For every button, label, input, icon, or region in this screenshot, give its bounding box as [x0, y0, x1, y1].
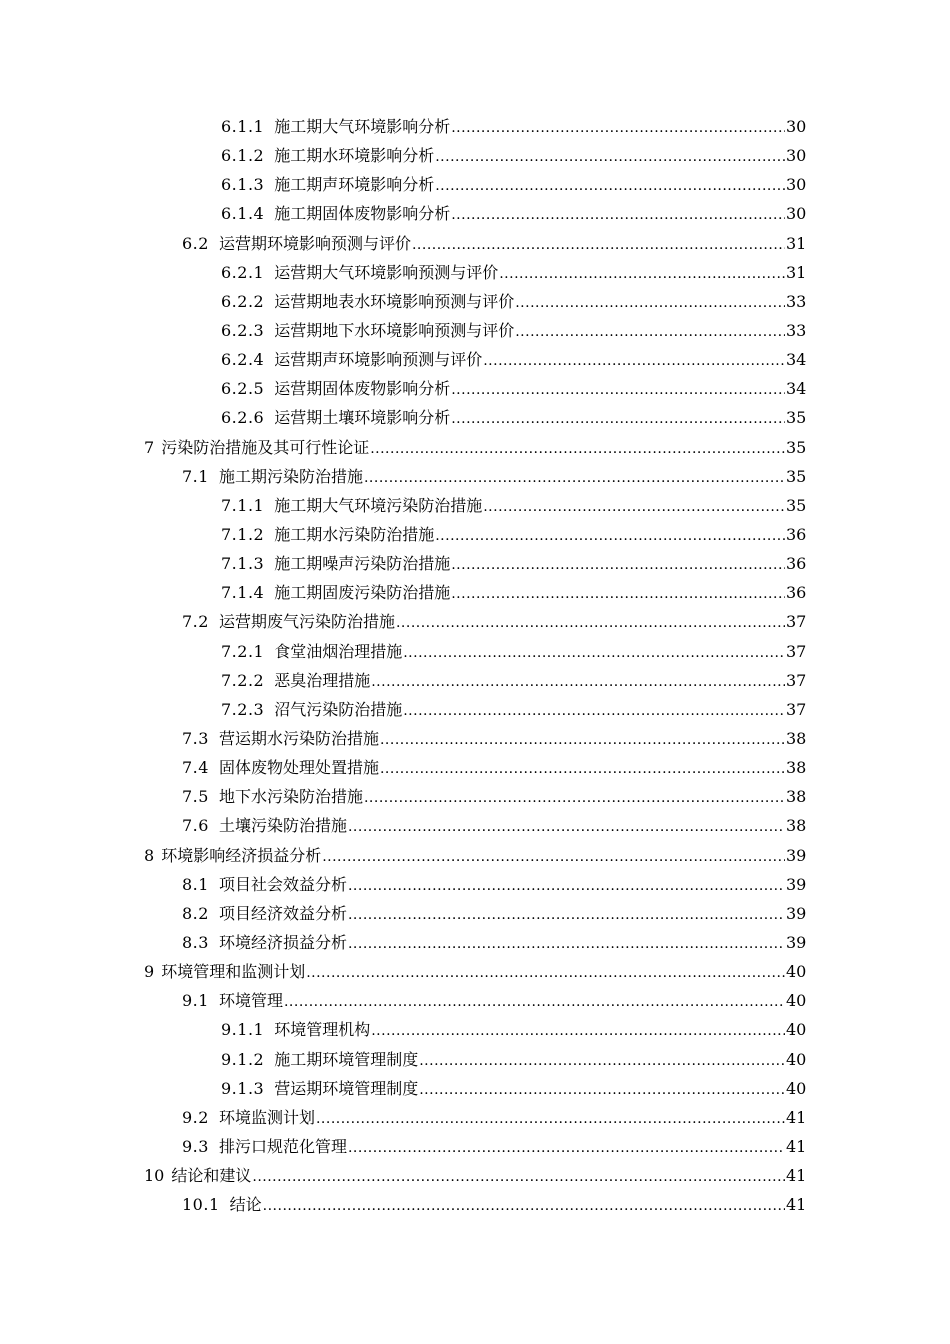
toc-entry-line: [221, 408, 806, 429]
toc-section-title: 运营期土壤环境影响分析: [274, 408, 451, 428]
toc-entry-line: [182, 467, 806, 488]
toc-entry-line: [182, 787, 806, 808]
toc-entry[interactable]: [0, 463, 950, 492]
toc-page-number: 40: [786, 1049, 807, 1069]
toc-page-number: 40: [786, 1020, 807, 1040]
toc-entry[interactable]: [0, 608, 950, 637]
toc-entry[interactable]: [0, 987, 950, 1016]
toc-section-number: 6.1.2: [221, 146, 265, 166]
toc-section-title: 施工期固体废物影响分析: [274, 204, 451, 224]
toc-page-number: 41: [786, 1136, 807, 1156]
toc-page-number: 37: [786, 641, 807, 661]
toc-page-number: 39: [786, 903, 807, 923]
toc-entry-line: [182, 904, 806, 925]
toc-section-number: 6.2: [182, 233, 209, 253]
toc-dot-leader: [263, 1196, 785, 1216]
toc-section-title: 运营期大气环境影响预测与评价: [274, 262, 499, 282]
toc-entry-line: [182, 1137, 806, 1158]
toc-page-number: 41: [786, 1107, 807, 1127]
toc-section-title: 营运期环境管理制度: [274, 1078, 419, 1098]
toc-entry-line: [221, 292, 806, 313]
toc-entry[interactable]: [0, 579, 950, 608]
toc-dot-leader: [419, 1051, 785, 1071]
toc-section-number: 10: [144, 1166, 165, 1186]
toc-page-number: 31: [786, 262, 807, 282]
toc-dot-leader: [435, 147, 785, 167]
toc-section-number: 8.3: [182, 933, 209, 952]
toc-section-number: 7.2.1: [221, 641, 265, 661]
toc-page-number: 33: [786, 321, 807, 341]
toc-dot-leader: [284, 992, 785, 1012]
toc-entry[interactable]: [0, 346, 950, 375]
toc-entry-line: [221, 379, 806, 400]
toc-entry-line: [182, 875, 806, 896]
toc-dot-leader: [451, 380, 785, 400]
toc-dot-leader: [380, 759, 785, 779]
toc-entry[interactable]: [0, 871, 950, 900]
toc-page-number: 38: [786, 787, 807, 807]
toc-page-number: 31: [786, 233, 807, 253]
toc-section-title: 环境管理: [218, 991, 283, 1011]
toc-section-number: 9.1: [182, 991, 209, 1011]
toc-section-number: 9: [144, 962, 155, 982]
toc-section-title: 地下水污染防治措施: [218, 787, 363, 807]
toc-entry[interactable]: [0, 667, 950, 696]
toc-dot-leader: [451, 555, 785, 575]
toc-section-title: 固体废物处理处置措施: [218, 758, 379, 778]
toc-entry-line: [144, 1166, 806, 1187]
toc-dot-leader: [322, 847, 785, 867]
toc-section-number: 7.6: [182, 816, 209, 836]
toc-dot-leader: [348, 1138, 785, 1158]
toc-page-number: 30: [786, 146, 807, 166]
toc-section-title: 环境监测计划: [218, 1107, 315, 1127]
toc-entry[interactable]: [0, 900, 950, 929]
toc-section-number: 6.2.6: [221, 408, 265, 428]
toc-entry-line: [182, 612, 806, 633]
toc-dot-leader: [499, 264, 785, 284]
toc-entry[interactable]: [0, 812, 950, 841]
toc-page-number: 41: [786, 1166, 807, 1186]
toc-entry-line: [182, 729, 806, 750]
toc-entry-line: [182, 816, 806, 837]
toc-page-number: 35: [786, 466, 807, 486]
toc-entry[interactable]: [0, 1133, 950, 1162]
toc-section-title: 施工期环境管理制度: [274, 1049, 419, 1069]
toc-entry[interactable]: [0, 434, 950, 463]
toc-section-title: 环境经济损益分析: [218, 933, 347, 952]
table-of-contents: [0, 113, 950, 1220]
toc-entry[interactable]: [0, 113, 950, 142]
toc-entry[interactable]: [0, 317, 950, 346]
toc-section-number: 6.2.4: [221, 350, 265, 370]
toc-dot-leader: [451, 205, 785, 225]
toc-section-number: 6.1.1: [221, 117, 265, 137]
toc-dot-leader: [348, 817, 785, 837]
toc-page-number: 36: [786, 554, 807, 574]
toc-page-number: 36: [786, 525, 807, 545]
toc-entry-line: [221, 554, 806, 575]
toc-section-title: 施工期大气环境影响分析: [274, 117, 451, 137]
toc-section-number: 9.1.3: [221, 1078, 265, 1098]
toc-dot-leader: [252, 1167, 785, 1187]
toc-section-title: 项目社会效益分析: [218, 874, 347, 894]
toc-entry-line: [221, 583, 806, 604]
toc-entry-line: [182, 933, 806, 954]
toc-entry[interactable]: [0, 929, 950, 958]
toc-page-number: 39: [786, 933, 807, 952]
toc-section-title: 运营期地下水环境影响预测与评价: [274, 321, 515, 341]
toc-entry-line: [221, 175, 806, 196]
toc-section-number: 8: [144, 845, 155, 865]
toc-section-number: 7.1: [182, 466, 209, 486]
toc-section-number: 9.2: [182, 1107, 209, 1127]
toc-entry-line: [182, 991, 806, 1012]
toc-section-title: 环境管理机构: [274, 1020, 371, 1040]
toc-dot-leader: [483, 351, 785, 371]
toc-entry[interactable]: [0, 200, 950, 229]
toc-page-number: 34: [786, 350, 807, 370]
toc-dot-leader: [403, 643, 785, 663]
toc-section-number: 7.5: [182, 787, 209, 807]
toc-entry[interactable]: [0, 958, 950, 987]
toc-entry-line: [221, 321, 806, 342]
toc-dot-leader: [370, 439, 785, 459]
toc-section-title: 运营期固体废物影响分析: [274, 379, 451, 399]
toc-page-number: 30: [786, 175, 807, 195]
toc-section-number: 7.2.3: [221, 699, 265, 719]
toc-entry-line: [221, 700, 806, 721]
toc-entry[interactable]: [0, 1162, 950, 1191]
toc-entry-line: [182, 234, 806, 255]
toc-section-title: 环境管理和监测计划: [161, 962, 306, 982]
toc-entry-line: [182, 1195, 806, 1216]
toc-section-number: 7.2.2: [221, 670, 265, 690]
toc-dot-leader: [371, 1021, 785, 1041]
toc-entry[interactable]: [0, 171, 950, 200]
toc-dot-leader: [348, 905, 785, 925]
toc-section-title: 施工期噪声污染防治措施: [274, 554, 451, 574]
toc-dot-leader: [515, 293, 785, 313]
toc-entry[interactable]: [0, 1046, 950, 1075]
toc-entry[interactable]: [0, 142, 950, 171]
toc-section-title: 施工期水环境影响分析: [274, 146, 435, 166]
toc-entry[interactable]: [0, 375, 950, 404]
toc-section-number: 10.1: [182, 1195, 220, 1215]
toc-dot-leader: [435, 176, 785, 196]
toc-dot-leader: [451, 409, 785, 429]
toc-entry[interactable]: [0, 259, 950, 288]
toc-section-title: 施工期固废污染防治措施: [274, 583, 451, 603]
toc-section-title: 运营期环境影响预测与评价: [218, 233, 411, 253]
toc-entry[interactable]: [0, 550, 950, 579]
toc-entry-line: [221, 642, 806, 663]
toc-dot-leader: [412, 235, 785, 255]
toc-entry-line: [221, 496, 806, 517]
toc-entry[interactable]: [0, 783, 950, 812]
toc-section-number: 9.1.1: [221, 1020, 265, 1040]
toc-entry[interactable]: [0, 1016, 950, 1045]
toc-section-number: 6.2.5: [221, 379, 265, 399]
toc-page-number: 35: [786, 495, 807, 515]
toc-dot-leader: [396, 613, 785, 633]
toc-entry[interactable]: [0, 1075, 950, 1104]
toc-entry-line: [221, 263, 806, 284]
toc-entry[interactable]: [0, 521, 950, 550]
toc-entry-line: [221, 146, 806, 167]
toc-entry[interactable]: [0, 1191, 950, 1220]
toc-dot-leader: [364, 468, 785, 488]
toc-dot-leader: [316, 1109, 785, 1129]
toc-page-number: 30: [786, 204, 807, 224]
toc-entry-line: [221, 204, 806, 225]
toc-section-title: 沼气污染防治措施: [274, 699, 403, 719]
toc-section-title: 结论: [229, 1195, 262, 1215]
toc-section-title: 施工期水污染防治措施: [274, 525, 435, 545]
toc-entry-line: [221, 671, 806, 692]
toc-section-number: 6.2.1: [221, 262, 265, 282]
toc-page-number: 40: [786, 991, 807, 1011]
toc-entry[interactable]: [0, 288, 950, 317]
toc-page-number: 34: [786, 379, 807, 399]
toc-entry-line: [182, 1108, 806, 1129]
toc-entry-line: [221, 117, 806, 138]
toc-page-number: 38: [786, 816, 807, 836]
toc-section-number: 7.1.1: [221, 495, 265, 515]
toc-entry[interactable]: [0, 638, 950, 667]
toc-section-number: 6.2.3: [221, 321, 265, 341]
toc-page-number: 37: [786, 670, 807, 690]
toc-page-number: 33: [786, 291, 807, 311]
toc-section-title: 运营期声环境影响预测与评价: [274, 350, 483, 370]
toc-dot-leader: [380, 730, 785, 750]
toc-section-number: 7.3: [182, 729, 209, 749]
toc-dot-leader: [306, 963, 785, 983]
toc-section-number: 8.1: [182, 874, 209, 894]
toc-entry[interactable]: [0, 230, 950, 259]
toc-section-number: 7.1.2: [221, 525, 265, 545]
toc-page-number: 39: [786, 845, 807, 865]
toc-entry-line: [144, 846, 806, 867]
toc-entry-line: [144, 962, 806, 983]
toc-dot-leader: [364, 788, 785, 808]
toc-section-title: 污染防治措施及其可行性论证: [161, 437, 370, 457]
toc-section-number: 6.2.2: [221, 291, 265, 311]
toc-section-number: 7.1.3: [221, 554, 265, 574]
toc-section-number: 7.4: [182, 758, 209, 778]
toc-entry[interactable]: [0, 1104, 950, 1133]
toc-section-title: 排污口规范化管理: [218, 1136, 347, 1156]
toc-section-number: 8.2: [182, 903, 209, 923]
toc-entry[interactable]: [0, 492, 950, 521]
toc-dot-leader: [371, 672, 785, 692]
toc-page-number: 39: [786, 874, 807, 894]
toc-dot-leader: [348, 876, 785, 896]
toc-entry-line: [182, 758, 806, 779]
toc-page-number: 37: [786, 699, 807, 719]
toc-section-title: 营运期水污染防治措施: [218, 729, 379, 749]
toc-page-number: 37: [786, 612, 807, 632]
toc-section-number: 7.2: [182, 612, 209, 632]
toc-dot-leader: [451, 118, 785, 138]
toc-section-title: 食堂油烟治理措施: [274, 641, 403, 661]
toc-section-title: 施工期大气环境污染防治措施: [274, 495, 483, 515]
toc-section-title: 运营期地表水环境影响预测与评价: [274, 291, 515, 311]
toc-page-number: 35: [786, 437, 807, 457]
toc-dot-leader: [435, 526, 785, 546]
toc-page-number: 30: [786, 117, 807, 137]
toc-section-number: 9.3: [182, 1136, 209, 1156]
toc-dot-leader: [419, 1080, 785, 1100]
toc-entry-line: [221, 1050, 806, 1071]
toc-page-number: 38: [786, 729, 807, 749]
toc-entry-line: [221, 1020, 806, 1041]
toc-section-title: 施工期声环境影响分析: [274, 175, 435, 195]
toc-dot-leader: [515, 322, 785, 342]
toc-page-number: 38: [786, 758, 807, 778]
toc-section-number: 6.1.4: [221, 204, 265, 224]
toc-section-title: 结论和建议: [171, 1166, 252, 1186]
toc-entry-line: [221, 525, 806, 546]
toc-section-title: 项目经济效益分析: [218, 903, 347, 923]
toc-entry-line: [144, 438, 806, 459]
toc-entry[interactable]: [0, 696, 950, 725]
toc-section-number: 6.1.3: [221, 175, 265, 195]
toc-dot-leader: [483, 497, 785, 517]
toc-dot-leader: [451, 584, 785, 604]
toc-section-number: 7: [144, 437, 155, 457]
toc-dot-leader: [348, 934, 785, 954]
toc-section-number: 9.1.2: [221, 1049, 265, 1069]
toc-page-number: 40: [786, 1078, 807, 1098]
toc-section-number: 7.1.4: [221, 583, 265, 603]
toc-section-title: 土壤污染防治措施: [218, 816, 347, 836]
toc-section-title: 环境影响经济损益分析: [161, 845, 322, 865]
toc-entry[interactable]: [0, 725, 950, 754]
toc-dot-leader: [403, 701, 785, 721]
toc-section-title: 恶臭治理措施: [274, 670, 371, 690]
toc-entry[interactable]: [0, 842, 950, 871]
toc-page-number: 41: [786, 1195, 807, 1215]
toc-page-number: 40: [786, 962, 807, 982]
toc-section-title: 施工期污染防治措施: [218, 466, 363, 486]
toc-entry-line: [221, 1079, 806, 1100]
toc-page-number: 36: [786, 583, 807, 603]
toc-entry[interactable]: [0, 404, 950, 433]
toc-entry-line: [221, 350, 806, 371]
toc-entry[interactable]: [0, 754, 950, 783]
toc-section-title: 运营期废气污染防治措施: [218, 612, 395, 632]
toc-page-number: 35: [786, 408, 807, 428]
